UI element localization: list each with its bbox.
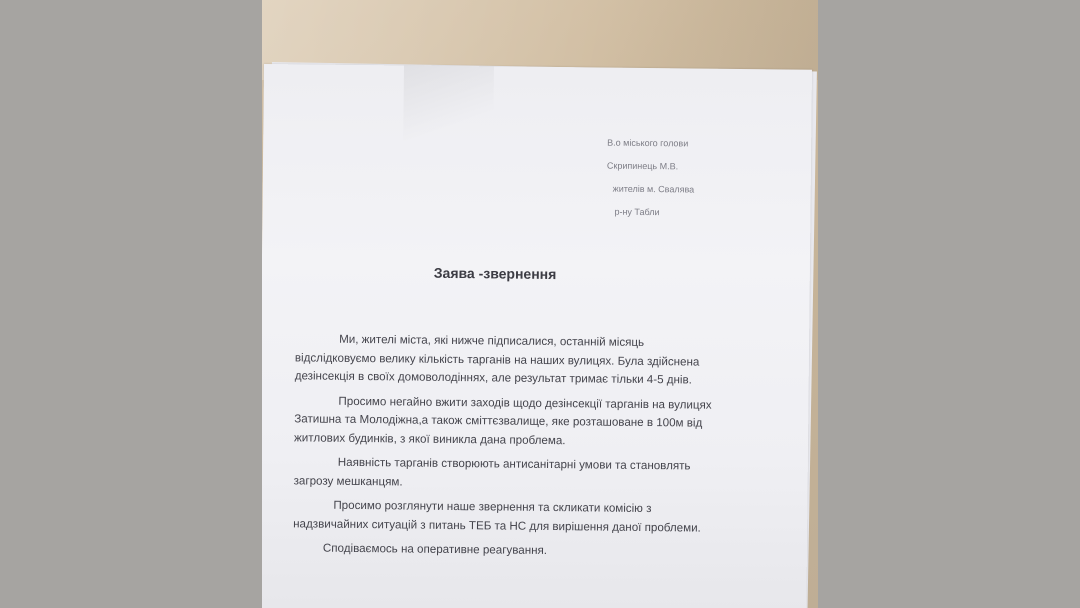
paragraph — [293, 496, 783, 538]
text-line: загрозу мешканцям. — [293, 473, 403, 488]
paragraph — [294, 392, 785, 453]
addressee-line: Скрипинець М.В. — [606, 160, 679, 172]
document-photo — [262, 0, 818, 608]
text-line: Просимо негайно вжити заходів щодо дезінсекції тарганів на вулицях — [338, 394, 712, 412]
document-body — [293, 330, 785, 569]
document-title: Заява -звернення — [433, 264, 557, 283]
text-line: надзвичайних ситуацій з питань ТЕБ та НС для вирішення даної проблеми. — [293, 516, 701, 535]
paper-fold-shadow — [403, 65, 494, 146]
text-line: Просимо розглянути наше звернення та скликати комісію з — [333, 498, 652, 516]
paragraph — [294, 453, 784, 495]
paper-sheet — [262, 64, 812, 608]
addressee-line: жителів м. Свалява — [612, 183, 695, 195]
addressee-line: р-ну Табли — [614, 206, 660, 218]
text-line: житлових будинків, з якої виникла дана проблема. — [294, 430, 566, 447]
text-line: дезінсекція в своїх домоволодіннях, але результат тримає тільки 4-5 днів. — [294, 369, 692, 387]
addressee-block — [606, 132, 694, 225]
text-line: відслідковуємо велику кількість тарганів на наших вулицях. Була здійснена — [294, 350, 700, 369]
text-line: Затишна та Молодіжна,а також сміттєзвалище, яке розташоване в 100м від — [294, 412, 703, 430]
paragraph — [295, 330, 786, 391]
closing-line: Сподіваємось на оперативне реагування. — [322, 541, 548, 557]
addressee-line: В.о міського голови — [607, 137, 689, 149]
text-line: Ми, жителі міста, які нижче підписалися, останній місяць — [339, 332, 645, 349]
text-line: Наявність тарганів створюють антисанітарні умови та становлять — [337, 455, 691, 473]
